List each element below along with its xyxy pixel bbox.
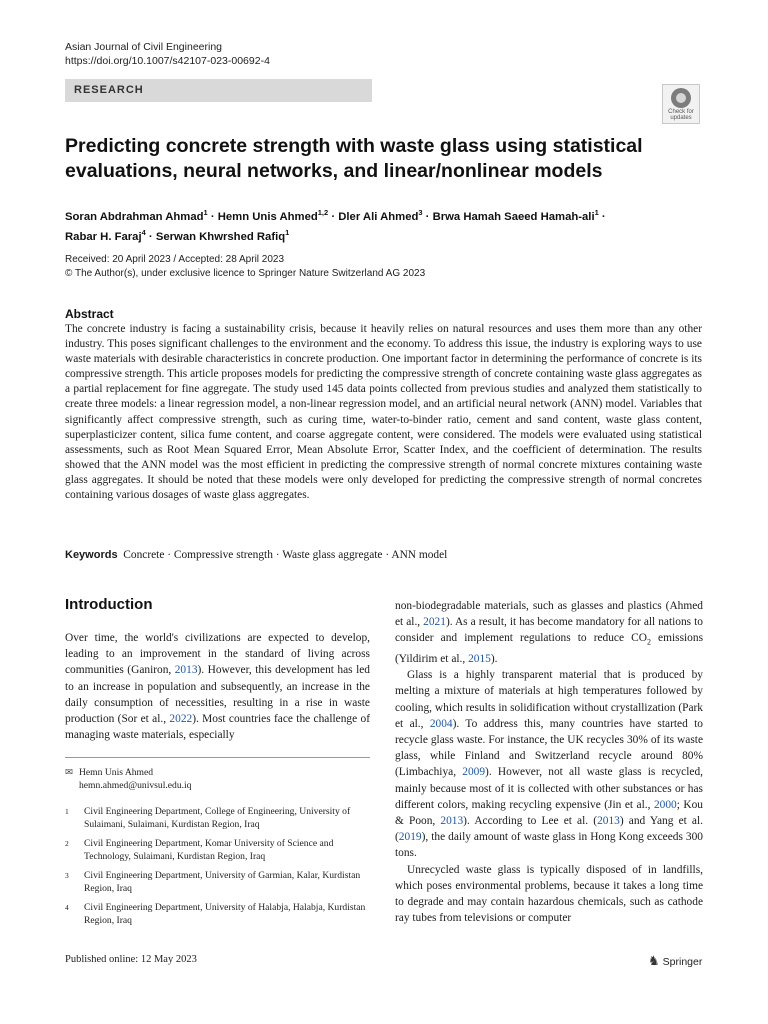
copyright-notice: © The Author(s), under exclusive licence to Springer Nature Switzerland AG 2023 xyxy=(65,268,426,279)
body-column-left: Over time, the world's civilizations are expected to develop, leading to an improvement in the standard of living across communities (Ganiron, 2013). However, this development has led to an increase in population and subsequently, an increase in the daily consumption of necessities, resulting in a rise in waste production (Sor et al., 2022). Most countries face the challenge of managing waste materials, especially xyxy=(65,632,370,742)
check-updates-icon xyxy=(671,88,691,108)
author-name[interactable]: Soran Abdrahman Ahmad xyxy=(65,210,204,223)
author-name[interactable]: Hemn Unis Ahmed xyxy=(217,210,318,223)
paper-title: Predicting concrete strength with waste glass using statistical evaluations, neural networks, and linear/nonlinear models xyxy=(65,135,643,182)
article-type-bar: RESEARCH xyxy=(65,79,372,102)
keywords xyxy=(65,549,447,561)
paragraph: Glass is a highly transparent material that is produced by melting a mixture of materials at high temperatures followed by cooling, which results in solidification without crystallization (Park et al., 2004). To address this, many countries have started to recycle glass waste. For instance, the UK recycles 30% of its waste glass, while Finland and Switzerland recycle around 80% (Limbachiya, 2009). However, not all waste glass is recycled, mainly because most of it is collected with other substances or has different colors, making recycling expensive (Jin et al., 2000; Kou & Poon, 2013). According to Lee et al. (2013) and Yang et al. (2019), the daily amount of waste glass in Hong Kong exceeds 300 tons. xyxy=(395,669,704,860)
citation-link[interactable]: 2013 xyxy=(597,814,620,827)
citation-link[interactable]: 2013 xyxy=(440,814,464,827)
paragraph: Unrecycled waste glass is typically disposed of in landfills, which poses environmental problems, because it takes a long time to degrade and may contain hazardous chemicals, such as cathode ray tubes from televisions or computer xyxy=(395,863,703,925)
author-name[interactable]: Brwa Hamah Saeed Hamah-ali xyxy=(432,210,595,223)
abstract-heading: Abstract xyxy=(65,307,114,321)
envelope-icon: ✉ xyxy=(65,767,74,778)
journal-header xyxy=(65,40,270,68)
citation-link[interactable]: 2021 xyxy=(423,616,446,629)
affiliation: 2 Civil Engineering Department, Komar University of Science and Technology, Sulaimani, Kurdistan Region, Iraq xyxy=(65,838,334,862)
publisher-logo xyxy=(648,953,702,969)
citation-link[interactable]: 2019 xyxy=(398,831,422,844)
keywords-text: Concrete · Compressive strength · Waste glass aggregate · ANN model xyxy=(123,549,448,561)
citation-link[interactable]: 2013 xyxy=(174,664,198,677)
footnote-divider xyxy=(65,757,370,758)
citation-link[interactable]: 2000 xyxy=(653,798,677,811)
publisher-name: Springer xyxy=(662,956,703,968)
keywords-label: Keywords xyxy=(65,549,118,561)
author-list: Soran Abdrahman Ahmad$^1$ · Hemn Unis Ahmed$^{1,2}$ · Dler Ali Ahmed$^3$ · Brwa Hamah Saeed Hamah-ali$^1$ · Rabar H. Faraj$^4$ · Serwan Khwrshed Rafiq$^1$ xyxy=(65,208,606,243)
email-link[interactable]: hemn.ahmed@univsul.edu.iq xyxy=(79,780,192,791)
correspondence xyxy=(65,766,191,792)
article-dates xyxy=(65,253,425,281)
affiliation: 1 Civil Engineering Department, College of Engineering, University of Sulaimani, Sulaimani, Kurdistan Region, Iraq xyxy=(65,806,351,830)
author-name[interactable]: Rabar H. Faraj xyxy=(65,230,142,243)
introduction-heading: Introduction xyxy=(65,596,153,613)
abstract-text: The concrete industry is facing a sustainability crisis, because it heavily relies on natural resources and uses them more than any other industry. This poses significant challenges to the environment and the economy. To address this issue, the industry is exploring ways to use waste materials with desirable characteristics in concrete production. One important factor in determining the performance of concrete is its compressive strength. This article proposes models for predicting the compressive strength of concrete containing waste glass aggregates as a partial replacement for fine aggregate. The study used 145 data points collected from previous studies and analyzed them statistically to create three models: a linear regression model, a non-linear regression model, and an artificial neural network (ANN) model. Variables that significantly affect compressive strength, such as curing time, water-to-binder ratio, cement and sand content, waste glass content, superplasticizer content, silica fume content, and coarse aggregate content, were considered. The models were evaluated using statistical assessments, such as Root Mean Squared Error, Mean Absolute Error, Scatter Index, and the coefficient of determination. The results showed that the ANN model was the most efficient in predicting the compressive strength of normal concrete mixtures containing waste glass aggregates. It should be noted that these models were only developed for predicting the compressive strength of normal concretes containing various dosages of waste glass aggregates. xyxy=(65,323,702,502)
citation-link[interactable]: 2015 xyxy=(468,652,491,665)
author-name[interactable]: Serwan Khwrshed Rafiq xyxy=(155,230,286,243)
check-for-updates-badge[interactable]: Check for updates xyxy=(662,84,700,124)
affiliation: 4 Civil Engineering Department, University of Halabja, Halabja, Kurdistan Region, Iraq xyxy=(65,902,366,926)
paragraph: non-biodegradable materials, such as glasses and plastics (Ahmed et al., 2021). As a result, it has become mandatory for all nations to consider and implement regulations to reduce $CO_2$ emissions (Yildirim et al., 2015). xyxy=(395,600,703,665)
doi-link[interactable]: https://doi.org/10.1007/s42107-023-00692-4 xyxy=(65,55,270,67)
received-accepted: Received: 20 April 2023 / Accepted: 28 April 2023 xyxy=(65,254,285,265)
springer-horse-icon: ♞ xyxy=(648,953,660,968)
author-name[interactable]: Dler Ali Ahmed xyxy=(338,210,419,223)
journal-name: Asian Journal of Civil Engineering xyxy=(65,41,223,53)
published-online: Published online: 12 May 2023 xyxy=(65,954,197,965)
citation-link[interactable]: 2022 xyxy=(169,713,193,726)
affiliation: 3 Civil Engineering Department, University of Garmian, Kalar, Kurdistan Region, Iraq xyxy=(65,870,361,894)
citation-link[interactable]: 2004 xyxy=(429,717,453,730)
corresponding-author: Hemn Unis Ahmed xyxy=(79,767,154,778)
citation-link[interactable]: 2009 xyxy=(462,766,486,779)
body-column-right xyxy=(395,598,703,926)
